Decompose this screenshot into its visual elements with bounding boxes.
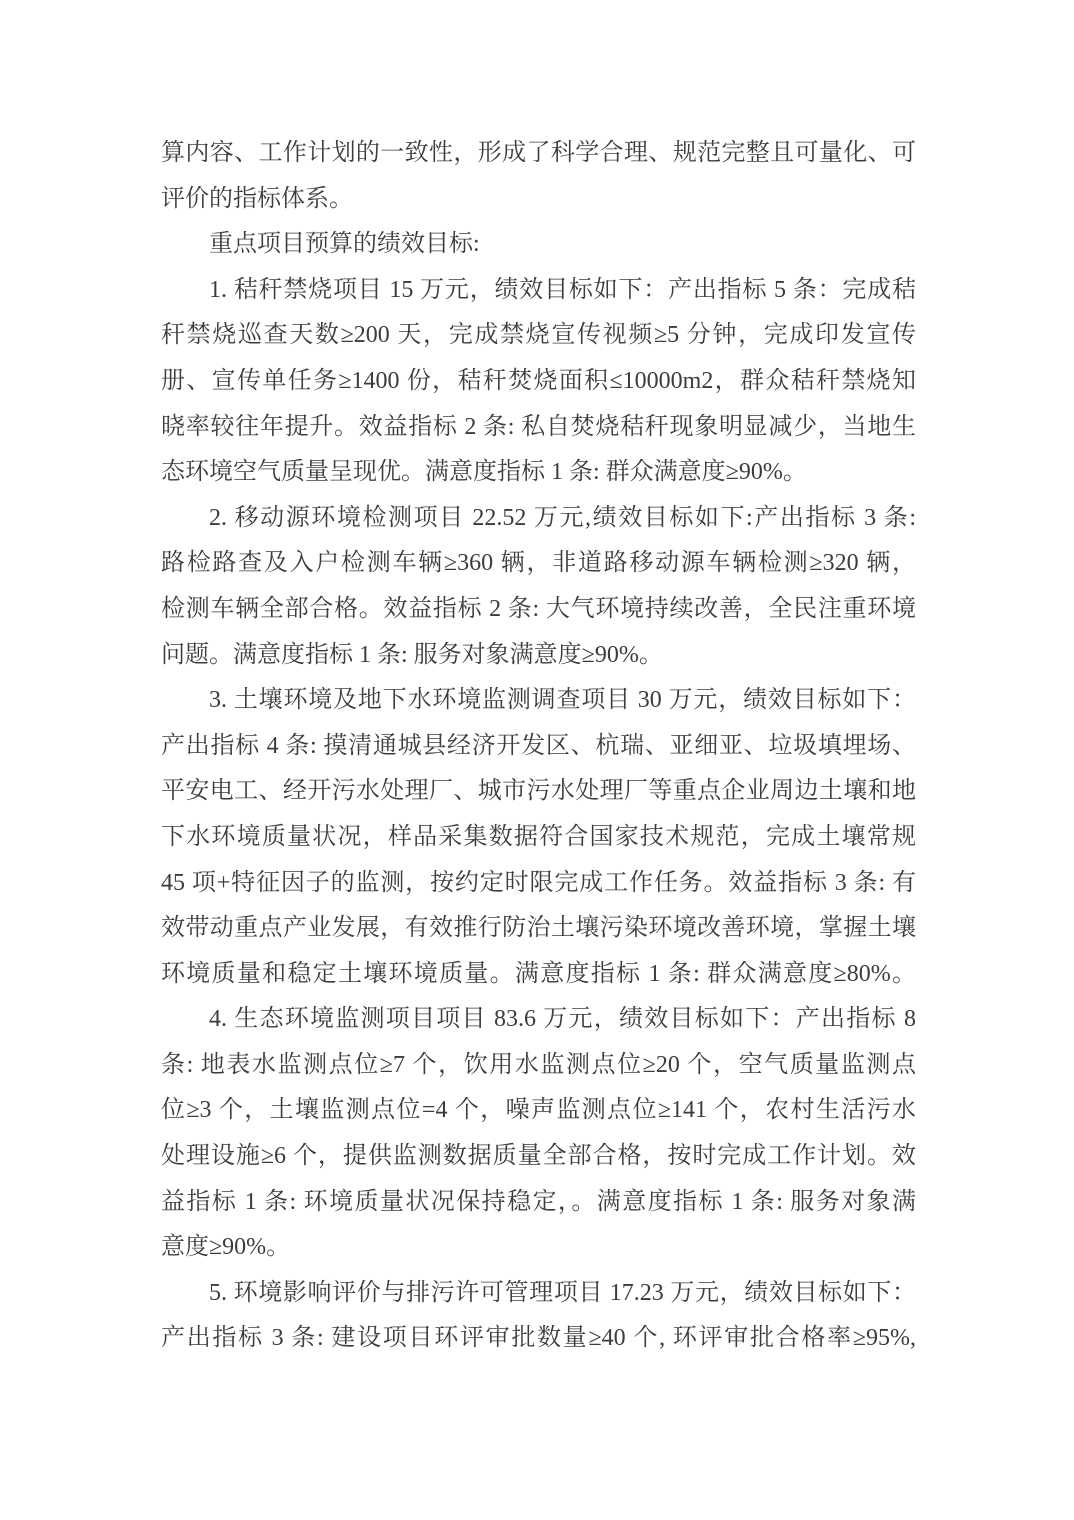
text-line: 路检路查及入户检测车辆≥360 辆，非道路移动源车辆检测≥320 辆，	[161, 550, 916, 577]
text-line: 重点项目预算的绩效目标:	[209, 231, 480, 258]
text-line: 平安电工、经开污水处理厂、城市污水处理厂等重点企业周边土壤和地	[161, 778, 916, 805]
text-line: 下水环境质量状况，样品采集数据符合国家技术规范，完成土壤常规	[161, 823, 916, 850]
text-line: 45 项+特征因子的监测，按约定时限完成工作任务。效益指标 3 条: 有	[161, 869, 916, 896]
document-body	[161, 131, 916, 1362]
text-line: 益指标 1 条: 环境质量状况保持稳定，。满意度指标 1 条: 服务对象满	[161, 1188, 916, 1215]
text-line: 位≥3 个，土壤监测点位=4 个，噪声监测点位≥141 个，农村生活污水	[161, 1097, 916, 1124]
text-line: 环境质量和稳定土壤环境质量。满意度指标 1 条: 群众满意度≥80%。	[161, 960, 916, 987]
text-line: 3. 土壤环境及地下水环境监测调查项目 30 万元，绩效目标如下：	[209, 687, 916, 714]
text-line: 产出指标 3 条: 建设项目环评审批数量≥40 个, 环评审批合格率≥95%,	[161, 1325, 916, 1352]
text-line: 条: 地表水监测点位≥7 个，饮用水监测点位≥20 个，空气质量监测点	[161, 1051, 916, 1078]
text-line: 产出指标 4 条: 摸清通城县经济开发区、杭瑞、亚细亚、垃圾填埋场、	[161, 732, 916, 759]
text-line: 检测车辆全部合格。效益指标 2 条: 大气环境持续改善，全民注重环境	[161, 595, 916, 622]
text-line: 算内容、工作计划的一致性，形成了科学合理、规范完整且可量化、可	[161, 140, 916, 166]
text-line: 5. 环境影响评价与排污许可管理项目 17.23 万元，绩效目标如下：	[209, 1279, 916, 1306]
text-line: 评价的指标体系。	[161, 185, 353, 212]
text-line: 问题。满意度指标 1 条: 服务对象满意度≥90%。	[161, 641, 663, 668]
text-line: 态环境空气质量呈现优。满意度指标 1 条: 群众满意度≥90%。	[161, 459, 807, 486]
text-line: 2. 移动源环境检测项目 22.52 万元,绩效目标如下:产出指标 3 条:	[209, 504, 916, 531]
text-line: 秆禁烧巡查天数≥200 天，完成禁烧宣传视频≥5 分钟，完成印发宣传	[161, 322, 916, 349]
text-line: 册、宣传单任务≥1400 份，秸秆焚烧面积≤10000m2，群众秸秆禁烧知	[161, 367, 916, 394]
text-line: 1. 秸秆禁烧项目 15 万元，绩效目标如下：产出指标 5 条：完成秸	[209, 276, 916, 303]
text-line: 4. 生态环境监测项目项目 83.6 万元，绩效目标如下：产出指标 8	[209, 1006, 916, 1033]
text-line: 效带动重点产业发展，有效推行防治土壤污染环境改善环境，掌握土壤	[161, 915, 916, 942]
text-line: 处理设施≥6 个，提供监测数据质量全部合格，按时完成工作计划。效	[161, 1143, 916, 1170]
text-line: 晓率较往年提升。效益指标 2 条: 私自焚烧秸秆现象明显减少，当地生	[161, 413, 916, 440]
text-line: 意度≥90%。	[161, 1234, 291, 1261]
